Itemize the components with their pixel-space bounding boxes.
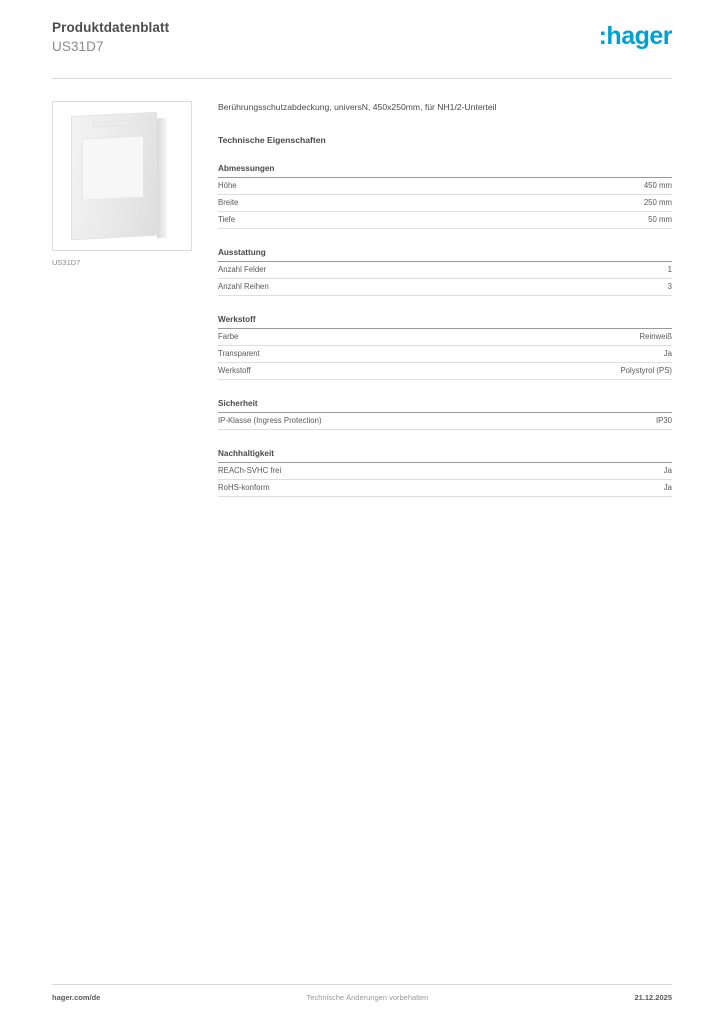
footer-website-link[interactable]: hager.com/de (52, 993, 101, 1002)
product-cover-body (71, 111, 157, 240)
spec-value: 50 mm (648, 215, 672, 225)
product-details-column (192, 101, 672, 497)
page-header (52, 0, 672, 56)
table-row (218, 363, 672, 380)
table-row (218, 279, 672, 296)
footer-row (52, 993, 672, 1002)
product-cover-window (82, 135, 144, 200)
footer-divider (52, 984, 672, 985)
table-row (218, 195, 672, 212)
spec-group-title: Sicherheit (218, 399, 672, 413)
spec-label: Höhe (218, 181, 237, 191)
product-image-column (52, 101, 192, 497)
technical-properties-heading: Technische Eigenschaften (218, 134, 326, 145)
spec-value: Ja (663, 466, 672, 476)
spec-value: Polystyrol (PS) (620, 366, 672, 376)
product-image-shadow (157, 117, 167, 238)
spec-group-title: Werkstoff (218, 315, 672, 329)
table-row (218, 463, 672, 480)
footer-disclaimer: Technische Änderungen vorbehalten (306, 993, 429, 1002)
spec-groups (218, 164, 672, 497)
spec-value: Ja (663, 483, 672, 493)
spec-label: Tiefe (218, 215, 236, 225)
spec-label: Transparent (218, 349, 260, 359)
spec-label: Anzahl Reihen (218, 282, 269, 292)
spec-value: IP30 (655, 416, 672, 426)
spec-label: IP-Klasse (Ingress Protection) (218, 416, 322, 426)
product-cover-tab (92, 120, 132, 127)
spec-value: 1 (667, 265, 672, 275)
spec-value: 3 (667, 282, 672, 292)
page-content (52, 79, 672, 497)
table-row (218, 480, 672, 497)
spec-label: REACh-SVHC frei (218, 466, 282, 476)
table-row (218, 346, 672, 363)
product-image (52, 101, 192, 251)
footer-date: 21.12.2025 (634, 993, 672, 1002)
table-row (218, 413, 672, 430)
spec-label: Farbe (218, 332, 239, 342)
spec-group-title: Abmessungen (218, 164, 672, 178)
hager-logo: :hager (598, 22, 672, 50)
product-code-subtitle: US31D7 (52, 38, 104, 54)
page-title: Produktdatenblatt (52, 20, 170, 35)
spec-group-title: Ausstattung (218, 248, 672, 262)
product-image-caption: US31D7 (52, 257, 81, 267)
spec-value: Ja (663, 349, 672, 359)
table-row (218, 212, 672, 229)
table-row (218, 178, 672, 195)
table-row (218, 262, 672, 279)
spec-value: 450 mm (643, 181, 672, 191)
spec-value: 250 mm (643, 198, 672, 208)
spec-group-title: Nachhaltigkeit (218, 449, 672, 463)
page-footer (52, 984, 672, 1002)
table-row (218, 329, 672, 346)
spec-label: Breite (218, 198, 239, 208)
spec-value: Reinweiß (639, 332, 672, 342)
spec-label: RoHS-konform (218, 483, 270, 493)
product-description: Berührungsschutzabdeckung, universN, 450x250mm, für NH1/2-Unterteil (218, 101, 497, 112)
title-block (52, 20, 169, 56)
spec-label: Anzahl Felder (218, 265, 267, 275)
spec-label: Werkstoff (218, 366, 251, 376)
